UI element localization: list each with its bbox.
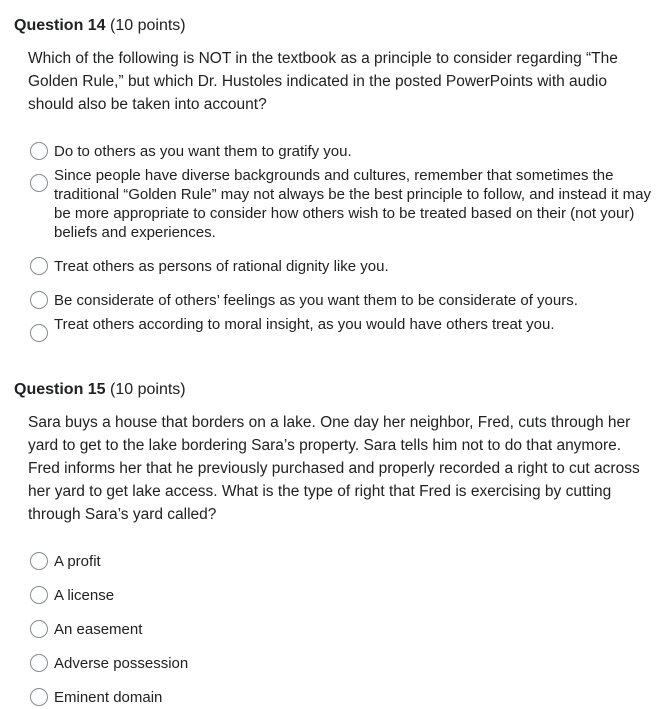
q15-option-4-radio[interactable] bbox=[30, 654, 48, 672]
question-15-title bbox=[14, 380, 186, 400]
q14-option-5-radio[interactable] bbox=[30, 324, 48, 342]
q15-option-3-label: An easement bbox=[54, 621, 143, 638]
question-15-points: (10 points) bbox=[110, 381, 186, 398]
q15-option-1[interactable] bbox=[30, 552, 666, 571]
q15-option-5-label: Eminent domain bbox=[54, 689, 163, 706]
question-14-title bbox=[14, 16, 186, 36]
q15-option-3-radio[interactable] bbox=[30, 620, 48, 638]
question-15-label: Question 15 bbox=[14, 381, 106, 398]
question-14-label: Question 14 bbox=[14, 17, 106, 34]
q15-option-3[interactable] bbox=[30, 620, 666, 639]
q14-option-3-radio[interactable] bbox=[30, 257, 48, 275]
q14-option-1[interactable] bbox=[30, 142, 666, 161]
q15-option-5-radio[interactable] bbox=[30, 688, 48, 706]
question-14-text: Which of the following is NOT in the textbook as a principle to consider regarding “The Golden Rule,” but which Dr. Hustoles indicated in the posted PowerPoints with audio should also be taken into account? bbox=[28, 50, 618, 113]
q14-option-2-label: Since people have diverse backgrounds and cultures, remember that sometimes the traditional “Golden Rule” may not always be the best principle to follow, and instead it may be more appropriate to consider how others wish to be treated based on their (not your) beliefs and experiences. bbox=[54, 167, 651, 241]
question-15-text: Sara buys a house that borders on a lake. One day her neighbor, Fred, cuts through her yard to get to the lake bordering Sara’s property. Sara tells him not to do that anymore. Fred informs her that he previously purchased and properly recorded a right to cut across her yard to get lake access. What is the type of right that Fred is exercising by cutting through Sara’s yard called? bbox=[28, 414, 640, 523]
q15-option-2-label: A license bbox=[54, 587, 115, 604]
q15-option-2[interactable] bbox=[30, 586, 666, 605]
q14-option-2-radio[interactable] bbox=[30, 174, 48, 192]
q14-option-5[interactable] bbox=[30, 315, 666, 342]
question-14-points: (10 points) bbox=[110, 17, 186, 34]
q15-option-4[interactable] bbox=[30, 654, 666, 673]
q14-option-4[interactable] bbox=[30, 291, 666, 310]
q15-option-2-radio[interactable] bbox=[30, 586, 48, 604]
q14-option-3[interactable] bbox=[30, 257, 666, 276]
q14-option-4-label: Be considerate of others’ feelings as you want them to be considerate of yours. bbox=[54, 292, 578, 309]
q14-option-3-label: Treat others as persons of rational dignity like you. bbox=[54, 258, 389, 275]
q15-option-5[interactable] bbox=[30, 688, 666, 707]
q14-option-2[interactable] bbox=[30, 166, 666, 242]
q14-option-5-label: Treat others according to moral insight, as you would have others treat you. bbox=[54, 316, 555, 333]
q14-option-4-radio[interactable] bbox=[30, 291, 48, 309]
q14-option-1-label: Do to others as you want them to gratify you. bbox=[54, 143, 352, 160]
q15-option-4-label: Adverse possession bbox=[54, 655, 189, 672]
q14-option-1-radio[interactable] bbox=[30, 142, 48, 160]
q15-option-1-label: A profit bbox=[54, 553, 101, 570]
q15-option-1-radio[interactable] bbox=[30, 552, 48, 570]
